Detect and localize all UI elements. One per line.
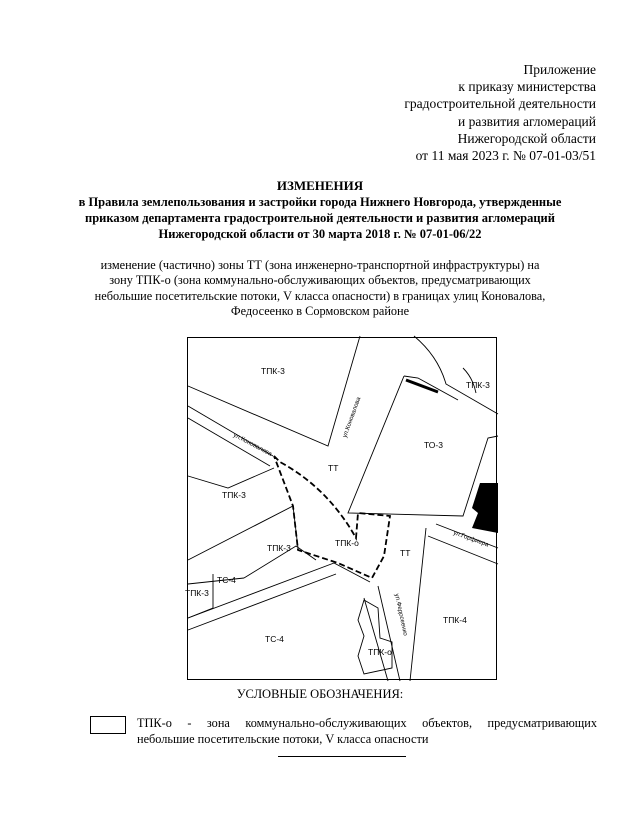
title-heading: ИЗМЕНЕНИЯ [276,178,364,193]
description-line: Федосеенко в Сормовском районе [230,304,410,319]
appendix-line: от 11 мая 2023 г. № 07-01-03/51 [415,148,596,164]
street-label: ул.Коновалова [341,396,363,439]
description-line: изменение (частично) зоны ТТ (зона инженерно-транспортной инфраструктуры) на [100,258,540,272]
parcel-boundary [414,336,498,414]
legend-title: УСЛОВНЫЕ ОБОЗНАЧЕНИЯ: [236,687,404,701]
parcel-boundary [188,468,274,488]
closing-rule [278,756,406,757]
road-edge [188,563,334,618]
title-line: Нижегородской области от 30 марта 2018 г. № 07-01-06/22 [158,227,482,241]
zone-label: ТПК-о [335,538,359,548]
zone-label: ТПК-о [368,647,392,657]
document-title [0,178,640,242]
zone-label: ТО-3 [424,440,443,450]
zone-label: ТПК-4 [443,615,467,625]
street-label: ул.Федосеенко [393,592,409,637]
appendix-line: и развития агломераций [457,113,596,129]
title-line: приказом департамента градостроительной деятельности и развития агломераций [85,211,555,225]
zone-label: ТПК-3 [466,380,490,390]
zone-label: ТС-4 [265,634,284,644]
zone-label: ТС-4 [217,575,236,585]
legend-line: небольшие посетительские потоки, V класса опасности [137,731,429,746]
appendix-line: Нижегородской области [457,130,596,146]
zone-label: ТПК-3 [222,490,246,500]
zoning-map [187,337,497,680]
parcel-boundary [188,336,363,446]
change-description [70,258,570,320]
zone-label: ТТ [328,463,339,473]
zoning-map-drawing [185,338,498,681]
street-label: ул.Горфиера [452,529,490,549]
title-line: в Правила землепользования и застройки города Нижнего Новгорода, утвержденные [78,195,562,209]
road-edge [334,563,370,582]
building-solid [472,483,498,533]
appendix-block [404,61,596,164]
parcel-boundary [348,376,498,516]
appendix-line: Приложение [523,62,596,77]
road-edge [188,418,270,466]
street-label: ул.Коновалова [232,431,273,458]
legend-entry [137,716,597,747]
tpko-dashed-boundary [274,456,390,578]
parcel-boundary [410,528,426,681]
zone-label: ТТ [400,548,411,558]
description-line: зону ТПК-о (зона коммунально-обслуживающих объектов, предусматривающих [109,273,531,288]
description-line: небольшие посетительские потоки, V класса опасности) в границах улиц Коновалова, [94,288,546,303]
road-edge [188,574,336,630]
appendix-line: градостроительной деятельности [404,96,596,112]
zone-label: ТПК-3 [261,366,285,376]
legend-swatch [90,716,126,734]
appendix-line: к приказу министерства [458,79,596,95]
zone-label: ТПК-3 [185,588,209,598]
zone-label: ТПК-3 [267,543,291,553]
legend-line: ТПК-о - зона коммунально-обслуживающих объектов, предусматривающих [137,716,597,730]
